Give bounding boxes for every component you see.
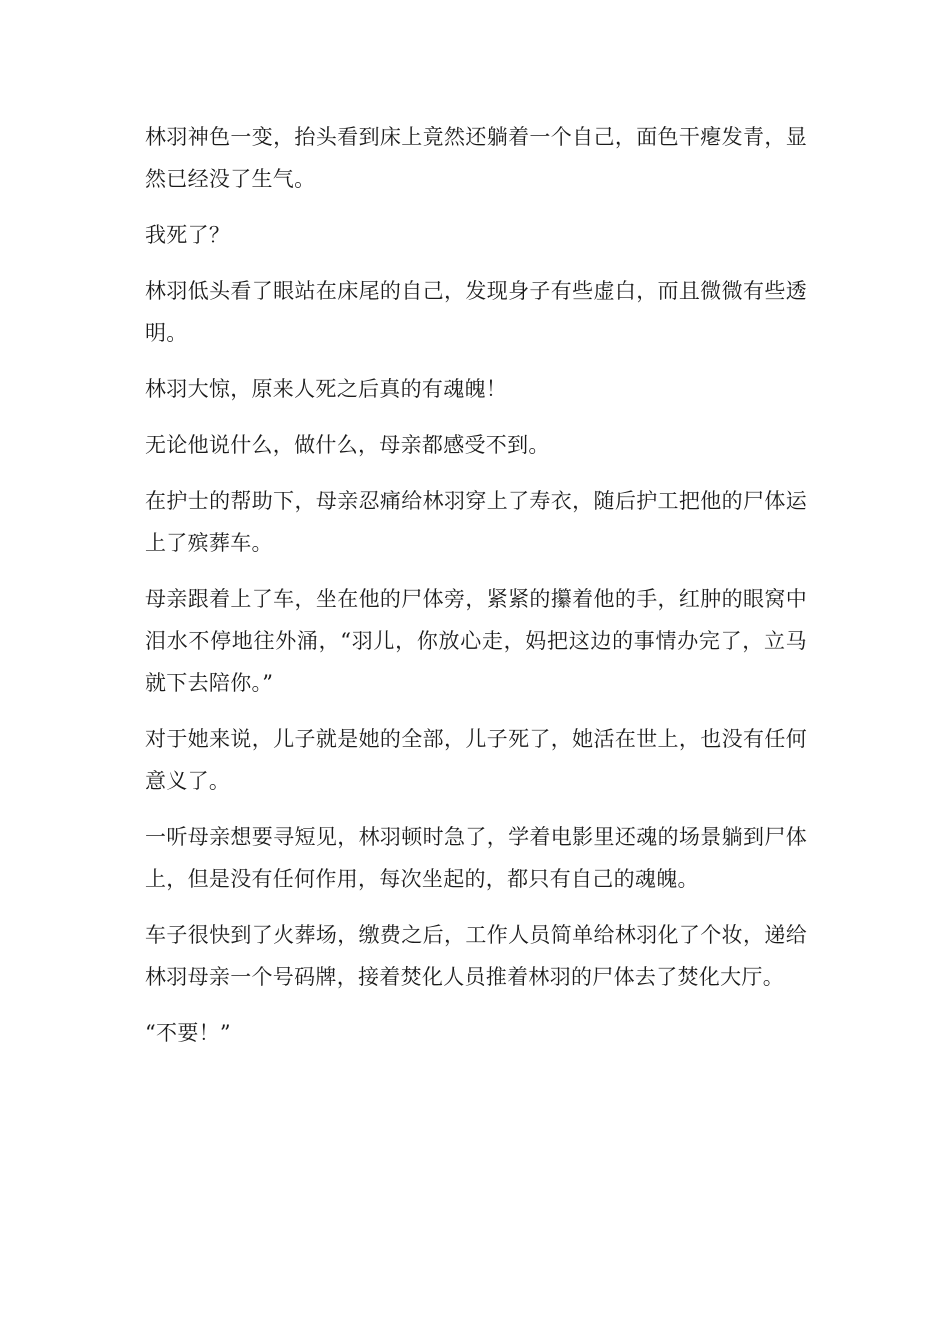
paragraph-7: 母亲跟着上了车，坐在他的尸体旁，紧紧的攥着他的手，红肿的眼窝中泪水不停地往外涌，“羽儿，你放心走，妈把这边的事情办完了，立马就下去陪你。” [145, 587, 807, 695]
paragraph-4: 林羽大惊，原来人死之后真的有魂魄！ [145, 377, 508, 401]
paragraph-9: 一听母亲想要寻短见，林羽顿时急了，学着电影里还魂的场景躺到尸体上，但是没有任何作用，每次坐起的，都只有自己的魂魄。 [145, 825, 807, 891]
paragraph-6: 在护士的帮助下，母亲忍痛给林羽穿上了寿衣，随后护工把他的尸体运上了殡葬车。 [145, 489, 807, 555]
paragraph-3: 林羽低头看了眼站在床尾的自己，发现身子有些虚白，而且微微有些透明。 [145, 279, 807, 345]
paragraph-1: 林羽神色一变，抬头看到床上竟然还躺着一个自己，面色干瘪发青，显然已经没了生气。 [145, 125, 807, 191]
paragraph-5: 无论他说什么，做什么，母亲都感受不到。 [145, 433, 550, 457]
document-body [145, 116, 807, 1068]
paragraph-8: 对于她来说，儿子就是她的全部，儿子死了，她活在世上，也没有任何意义了。 [145, 727, 807, 793]
paragraph-11: “不要！” [145, 1021, 231, 1045]
paragraph-10: 车子很快到了火葬场，缴费之后，工作人员简单给林羽化了个妆，递给林羽母亲一个号码牌，接着焚化人员推着林羽的尸体去了焚化大厅。 [145, 923, 807, 989]
paragraph-2: 我死了？ [145, 223, 231, 247]
